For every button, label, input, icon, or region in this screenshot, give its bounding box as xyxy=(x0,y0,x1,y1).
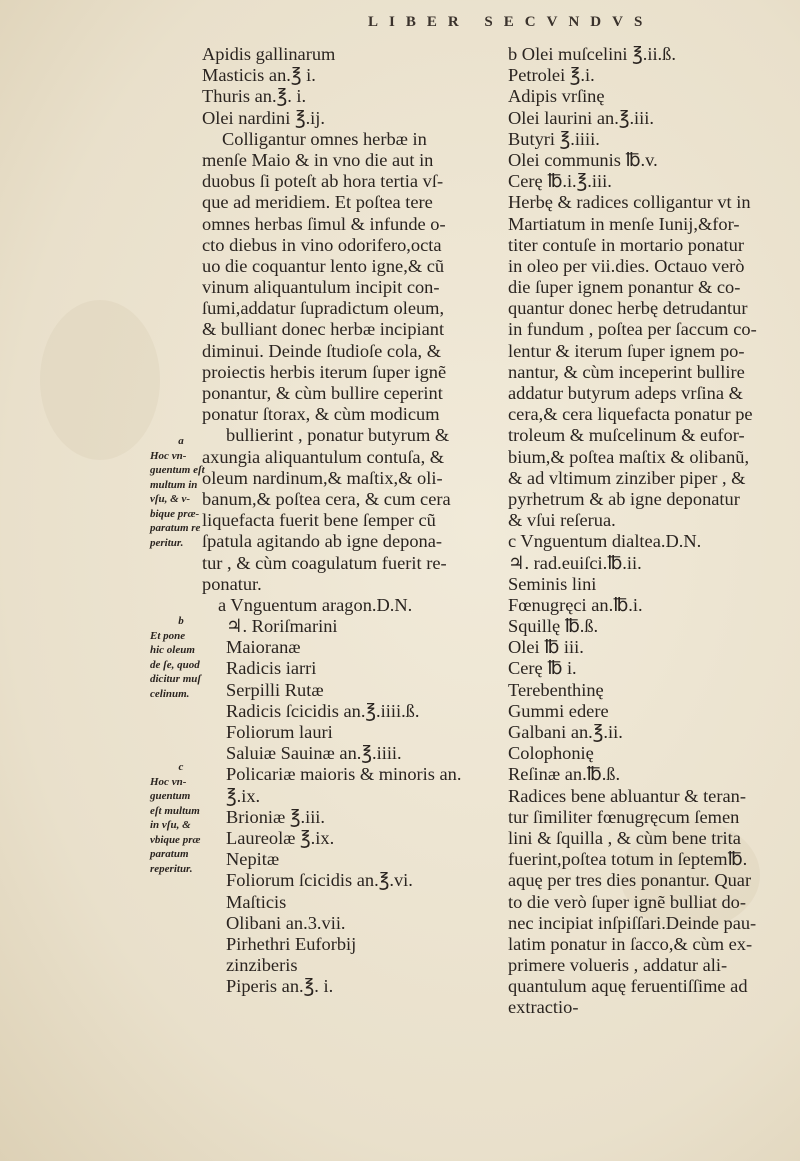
text-line: latim ponatur in ſacco,& cùm ex- xyxy=(508,933,753,954)
text-line: ſumi,addatur ſupradictum oleum, xyxy=(202,298,445,319)
text-line: Olei nardini ℥.ij. xyxy=(202,107,325,128)
margin-note-line: peritur. xyxy=(150,536,184,549)
text-line: b Olei muſcelini ℥.ii.ß. xyxy=(508,44,676,64)
margin-note-letter: c xyxy=(178,761,184,773)
text-line: proiectis herbis iterum ſuper ignẽ xyxy=(202,361,447,382)
text-line: que ad meridiem. Et poſtea tere xyxy=(202,192,433,213)
text-line: Olei laurini an.℥.iii. xyxy=(508,107,654,128)
text-line: Colligantur omnes herbæ in xyxy=(222,128,427,149)
margin-note-c xyxy=(150,760,208,876)
text-line: Fœnugręci an.℔.i. xyxy=(508,594,643,615)
text-line: Squillę ℔.ß. xyxy=(508,616,599,637)
text-line: lini & ſquilla , & cùm bene trita xyxy=(508,827,741,848)
text-line: & vſui reſerua. xyxy=(508,510,616,531)
paper-stain xyxy=(40,300,160,460)
text-line: c Vnguentum dialtea.D.N. xyxy=(508,531,702,552)
text-line: Petrolei ℥.i. xyxy=(508,65,595,86)
text-line: ♃. Roriſmarini xyxy=(226,616,338,637)
text-line: Radices bene abluantur & teran- xyxy=(508,785,746,806)
text-line: die ſuper ignem ponantur & co- xyxy=(508,277,741,298)
text-line: Radicis iarri xyxy=(226,658,317,679)
text-line: Butyri ℥.iiii. xyxy=(508,128,600,149)
margin-note-line: Hoc vn- xyxy=(150,775,187,788)
text-line: banum,& poſtea cera, & cum cera xyxy=(202,488,451,509)
text-line: zinziberis xyxy=(226,955,298,976)
text-line: primere volueris , addatur ali- xyxy=(508,955,728,976)
text-line: Nepitæ xyxy=(226,849,280,870)
margin-note-letter: b xyxy=(178,615,184,627)
text-line: Saluiæ Sauinæ an.℥.iiii. xyxy=(226,743,402,764)
margin-note-line: paratum re xyxy=(150,522,201,534)
margin-note-line: guentum xyxy=(150,790,191,802)
text-line: Olibani an.3.vii. xyxy=(226,912,346,933)
text-line: Maioranæ xyxy=(226,637,301,658)
text-line: cto diebus in vino odorifero,octa xyxy=(202,234,442,255)
right-text-column xyxy=(508,44,796,1019)
text-line: a Vnguentum aragon.D.N. xyxy=(218,594,413,615)
margin-note-line: Et pone xyxy=(150,629,186,642)
text-line: nantur, & cùm inceperint bullire xyxy=(508,361,745,382)
text-line: Serpilli Rutæ xyxy=(226,679,324,700)
text-line: ponatur. xyxy=(202,573,262,594)
margin-note-line: reperitur. xyxy=(150,862,193,875)
text-line: Galbani an.℥.ii. xyxy=(508,722,623,742)
text-line: aquę per tres dies ponantur. Quar xyxy=(508,870,752,891)
margin-note-line: bique præ- xyxy=(150,507,200,520)
text-line: uo die coquantur lento igne,& cũ xyxy=(202,255,445,276)
text-line: liquefacta fuerit bene ſemper cũ xyxy=(202,510,436,531)
text-line: pyrhetrum & ab igne deponatur xyxy=(508,488,740,509)
margin-note-line: dicitur muſ xyxy=(150,673,202,685)
text-line: in fundum , poſtea per ſaccum co- xyxy=(508,319,757,340)
text-line: Herbę & radices colligantur vt in xyxy=(508,192,751,213)
text-line: troleum & muſcelinum & eufor- xyxy=(508,425,745,446)
text-line: titer contuſe in mortario ponatur xyxy=(508,234,744,255)
margin-note-a xyxy=(150,434,208,550)
text-line: Seminis lini xyxy=(508,573,597,594)
margin-note-line: multum in xyxy=(150,478,198,491)
text-line: axungia aliquantulum contuſa, & xyxy=(202,446,445,467)
text-line: Foliorum lauri xyxy=(226,722,333,742)
left-text-column xyxy=(202,44,502,997)
text-line: to die verò ſuper ignẽ bulliat do- xyxy=(508,891,746,912)
text-line: duobus ſi poteſt ab hora tertia vſ- xyxy=(202,171,444,192)
text-line: Gummi edere xyxy=(508,700,609,721)
text-line: Colophonię xyxy=(508,743,594,764)
text-line: Radicis ſcicidis an.℥.iiii.ß. xyxy=(226,700,420,721)
text-line: Apidis gallinarum xyxy=(202,44,336,64)
text-line: quantulum aquę feruentiſſime ad xyxy=(508,976,748,997)
text-line: Adipis vrſinę xyxy=(508,86,605,107)
margin-note-b xyxy=(150,614,208,701)
margin-note-line: guentum eſt xyxy=(150,464,205,476)
text-line: quantur donec herbę detrudantur xyxy=(508,298,748,319)
text-line: Martiatum in menſe Iunij,&for- xyxy=(508,213,740,234)
margin-note-line: eſt multum xyxy=(150,804,200,817)
text-line: Reſinæ an.℔.ß. xyxy=(508,764,621,785)
margin-note-line: de ſe, quod xyxy=(150,658,200,671)
text-line: Laureolæ ℥.ix. xyxy=(226,827,335,848)
text-line: Maſticis xyxy=(226,891,287,912)
text-line: Brioniæ ℥.iii. xyxy=(226,806,326,827)
margin-note-line: hic oleum xyxy=(150,644,195,656)
margin-note-line: in vſu, & xyxy=(150,819,191,831)
text-line: tur , & cùm coagulatum fuerit re- xyxy=(202,552,447,573)
text-line: ſpatula agitando ab igne depona- xyxy=(202,531,443,552)
text-line: Foliorum ſcicidis an.℥.vi. xyxy=(226,870,413,891)
running-header: LIBER SECVNDVS xyxy=(368,14,654,30)
text-line: diminui. Deinde ſtudioſe cola, & xyxy=(202,340,442,361)
text-line: in oleo per vii.dies. Octauo verò xyxy=(508,255,745,276)
text-line: Terebenthinę xyxy=(508,679,604,700)
margin-note-line: vſu, & v- xyxy=(150,493,191,505)
text-line: bium,& poſtea maſtix & olibanũ, xyxy=(508,446,750,467)
text-line: extractio- xyxy=(508,997,579,1018)
text-line: bullierint , ponatur butyrum & xyxy=(226,425,450,446)
text-line: vinum aliquantulum incipit con- xyxy=(202,277,440,298)
text-line: fuerint,poſtea totum in ſeptem℔. xyxy=(508,849,748,870)
text-line: ℥.ix. xyxy=(226,785,261,806)
text-line: & bulliant donec herbæ incipiant xyxy=(202,319,445,340)
text-line: Piperis an.℥. i. xyxy=(226,976,334,997)
text-line: oleum nardinum,& maſtix,& oli- xyxy=(202,467,443,488)
text-line: Olei ℔ iii. xyxy=(508,637,584,658)
text-line: Masticis an.℥ i. xyxy=(202,65,316,86)
text-line: lentur & iterum ſuper ignem po- xyxy=(508,340,745,361)
text-line: Olei communis ℔.v. xyxy=(508,149,658,170)
margin-note-line: Hoc vn- xyxy=(150,449,187,462)
text-line: menſe Maio & in vno die aut in xyxy=(202,149,434,170)
text-line: nec incipiat inſpiſſari.Deinde pau- xyxy=(508,912,757,933)
text-line: tur ſimiliter fœnugręcum ſemen xyxy=(508,806,740,827)
text-line: Policariæ maioris & minoris an. xyxy=(226,764,462,785)
text-line: Thuris an.℥. i. xyxy=(202,86,307,107)
text-line: ♃. rad.euiſci.℔.ii. xyxy=(508,552,642,573)
margin-note-line: paratum xyxy=(150,848,189,860)
margin-note-letter: a xyxy=(178,435,184,447)
margin-note-line: vbique præ xyxy=(150,833,201,846)
text-line: & ad vltimum zinziber piper , & xyxy=(508,467,746,488)
text-line: ponatur ſtorax, & cùm modicum xyxy=(202,404,440,425)
margin-note-line: celinum. xyxy=(150,687,190,700)
text-line: ponantur, & cùm bullire ceperint xyxy=(202,383,443,403)
text-line: addatur butyrum adeps vrſina & xyxy=(508,383,743,403)
text-line: Pirhethri Euforbij xyxy=(226,933,357,954)
text-line: Cerę ℔ i. xyxy=(508,658,577,679)
text-line: omnes herbas ſimul & infunde o- xyxy=(202,213,446,234)
text-line: cera,& cera liquefacta ponatur pe xyxy=(508,404,753,425)
text-line: Cerę ℔.i.℥.iii. xyxy=(508,171,612,192)
